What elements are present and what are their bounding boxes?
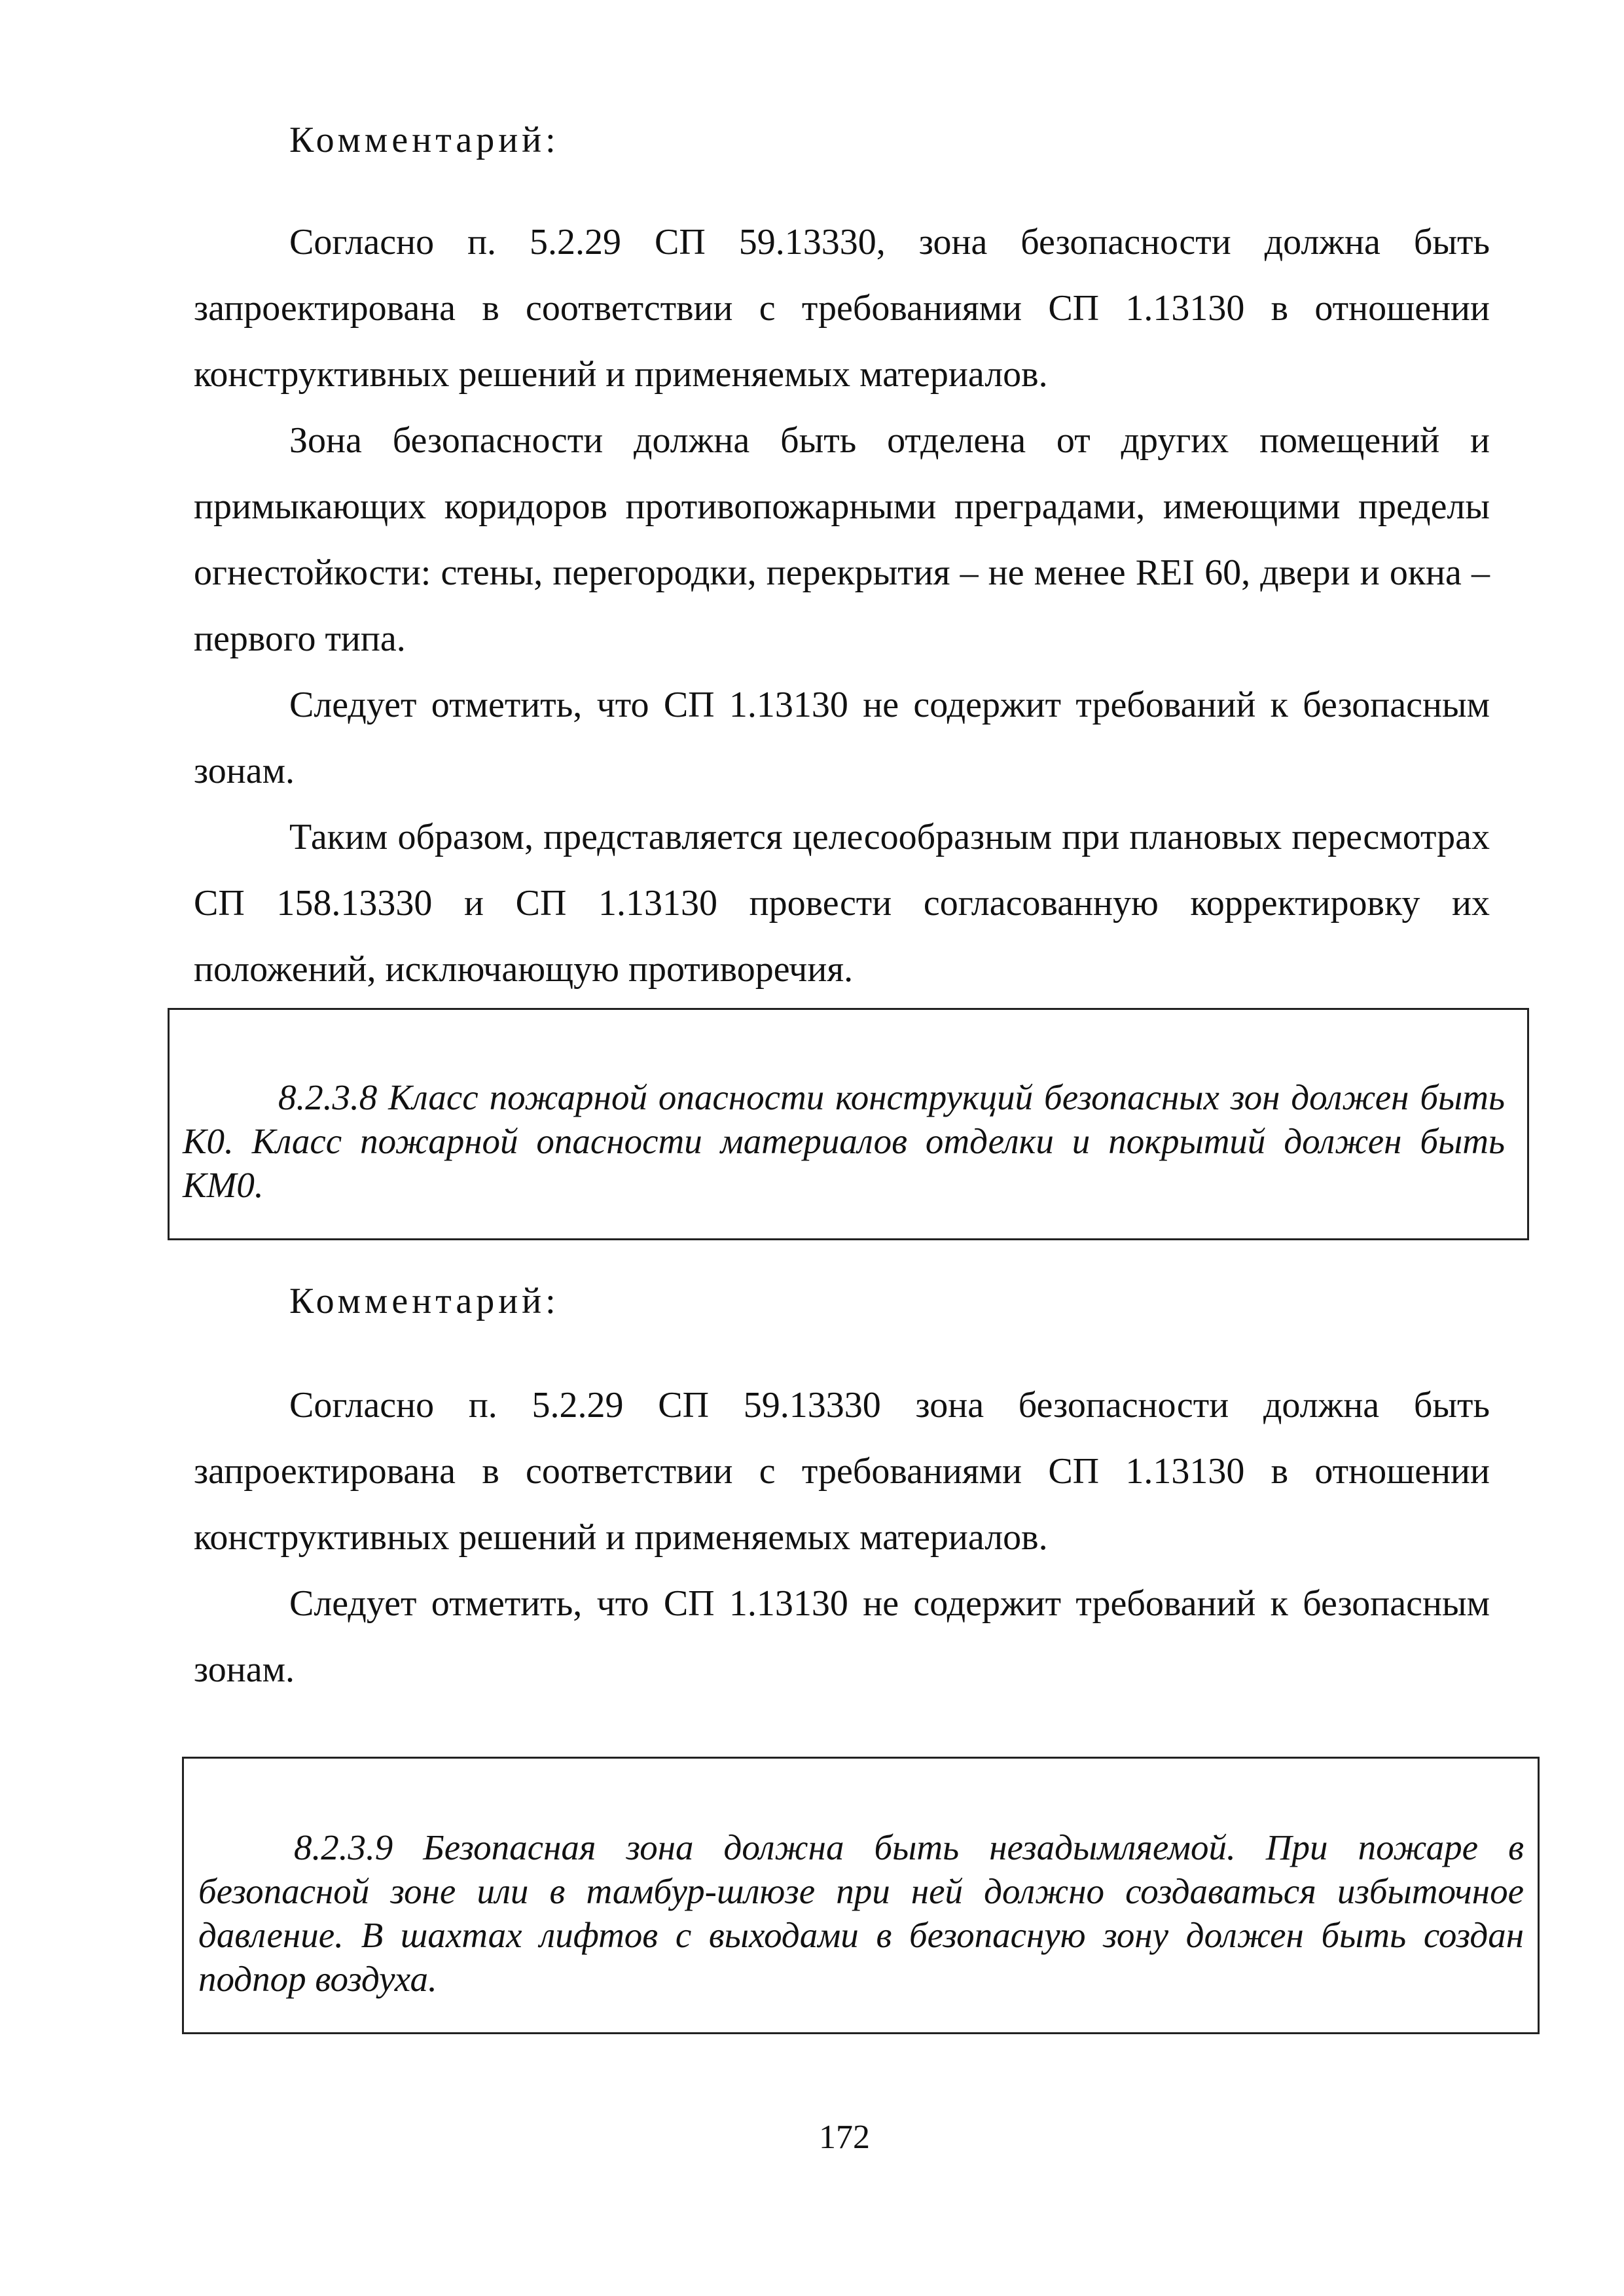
paragraph-1-2: Зона безопасности должна быть отделена от других помещений и примыкающих коридоров противопожарными преградами, имеющими пределы огнестойкости: стены, перегородки, перекрытия – не менее REI 60, двери и окна – первого типа. <box>194 420 1490 659</box>
comment-label-2: Комментарий: <box>289 1281 560 1321</box>
comment-label-1: Комментарий: <box>289 120 560 160</box>
norm-text-8-2-3-8: 8.2.3.8 Класс пожарной опасности конструкций безопасных зон должен быть К0. Класс пожарной опасности материалов отделки и покрытий должен быть КМ0. <box>183 1077 1505 1205</box>
paragraph-1-1: Согласно п. 5.2.29 СП 59.13330, зона безопасности должна быть запроектирована в соответствии с требованиями СП 1.13130 в отношении конструктивных решений и применяемых материалов. <box>194 222 1490 395</box>
norm-box-8-2-3-8 <box>168 1008 1529 1240</box>
paragraph-2-2: Следует отметить, что СП 1.13130 не содержит требований к безопасным зонам. <box>194 1583 1490 1690</box>
comment-body-1 <box>194 209 1490 1003</box>
paragraph-1-4: Таким образом, представляется целесообразным при плановых пересмотрах СП 158.13330 и СП 1.13130 провести согласованную корректировку их положений, исключающую противоречия. <box>194 817 1490 990</box>
paragraph-1-3: Следует отметить, что СП 1.13130 не содержит требований к безопасным зонам. <box>194 685 1490 791</box>
norm-text-8-2-3-9: 8.2.3.9 Безопасная зона должна быть незадымляемой. При пожаре в безопасной зоне или в тамбур-шлюзе при ней должно создаваться избыточное давление. В шахтах лифтов с выходами в безопасную зону должен быть создан подпор воздуха. <box>198 1827 1524 1999</box>
comment-body-2 <box>194 1372 1490 1703</box>
norm-box-8-2-3-9 <box>182 1757 1540 2034</box>
page-number: 172 <box>819 2119 870 2156</box>
paragraph-2-1: Согласно п. 5.2.29 СП 59.13330 зона безопасности должна быть запроектирована в соответствии с требованиями СП 1.13130 в отношении конструктивных решений и применяемых материалов. <box>194 1385 1490 1558</box>
